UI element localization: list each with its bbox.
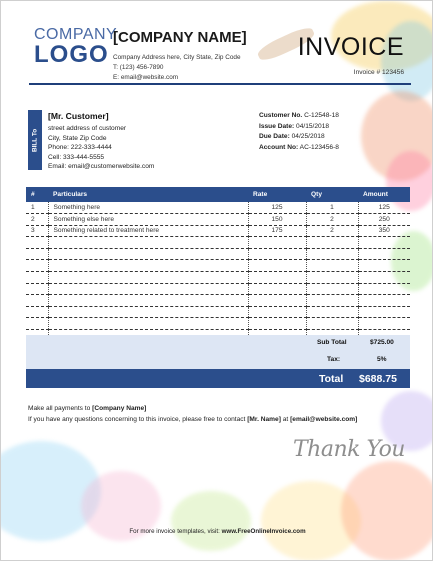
cell-num: 2 — [26, 214, 48, 226]
header-particulars: Particulars — [48, 187, 248, 202]
company-phone: T: (123) 456-7890 — [113, 64, 164, 71]
subtotal-value: $725.00 — [370, 339, 394, 346]
cell-particulars: Something here — [48, 202, 248, 214]
cell-particulars — [48, 318, 248, 330]
cell-amount — [358, 306, 410, 318]
header-rate: Rate — [248, 187, 306, 202]
cell-amount — [358, 237, 410, 249]
total-value: $688.75 — [359, 373, 397, 385]
cell-num — [26, 237, 48, 249]
account-no-label: Account No: — [259, 143, 299, 151]
cell-particulars — [48, 283, 248, 295]
logo-top-text: COMPANY — [34, 26, 118, 43]
total-label: Total — [319, 373, 344, 385]
cell-qty — [306, 318, 358, 330]
cell-qty: 2 — [306, 214, 358, 226]
cell-amount — [358, 248, 410, 260]
cell-rate — [248, 237, 306, 249]
contact-name: [Mr. Name] — [247, 416, 281, 423]
line-items-table — [26, 187, 410, 342]
cell-num — [26, 272, 48, 284]
payment-company: [Company Name] — [92, 405, 147, 412]
payment-notes — [28, 403, 408, 425]
payment-line — [28, 403, 408, 414]
customer-no-value: C-12548-18 — [304, 112, 339, 119]
cell-rate — [248, 295, 306, 307]
issue-date-row — [259, 122, 409, 133]
customer-cell: Cell: 333-444-5555 — [48, 153, 105, 161]
header-divider — [29, 83, 411, 85]
table-row — [26, 237, 410, 249]
footer — [1, 528, 433, 535]
cell-amount: 250 — [358, 214, 410, 226]
cell-amount — [358, 318, 410, 330]
cell-particulars — [48, 272, 248, 284]
table-row — [26, 306, 410, 318]
invoice-number: Invoice # 123456 — [353, 69, 404, 76]
due-date-value: 04/25/2018 — [291, 133, 325, 140]
customer-no-row — [259, 111, 409, 122]
table-row — [26, 272, 410, 284]
summary-block — [26, 335, 410, 369]
cell-qty: 1 — [306, 202, 358, 214]
table-row — [26, 214, 410, 226]
cell-qty — [306, 283, 358, 295]
due-date-label: Due Date: — [259, 133, 290, 140]
account-no-row — [259, 143, 409, 154]
table-body — [26, 202, 410, 341]
thank-you-signature: Thank You — [293, 437, 405, 462]
table-row — [26, 260, 410, 272]
cell-particulars — [48, 248, 248, 260]
contact-line — [28, 414, 408, 425]
customer-phone: Phone: 222-333-4444 — [48, 144, 112, 151]
table-row — [26, 283, 410, 295]
cell-qty — [306, 248, 358, 260]
contact-prefix: If you have any questions concerning to this invoice, please free to contact — [28, 416, 248, 423]
customer-city: City, State Zip Code — [48, 134, 107, 142]
cell-amount — [358, 283, 410, 295]
tax-value: 5% — [377, 356, 387, 363]
cell-rate — [248, 248, 306, 260]
header-qty: Qty — [306, 187, 358, 202]
cell-amount: 125 — [358, 202, 410, 214]
header-num: # — [26, 187, 48, 202]
footer-link[interactable]: www.FreeOnlineInvoice.com — [221, 528, 306, 535]
account-no-value: AC-123456-8 — [299, 143, 339, 151]
cell-particulars — [48, 295, 248, 307]
issue-date-label: Issue Date: — [259, 122, 295, 130]
cell-num — [26, 260, 48, 272]
issue-date-value: 04/15/2018 — [296, 122, 330, 130]
company-email: E: email@website.com — [113, 74, 179, 81]
subtotal-label: Sub Total — [317, 339, 347, 346]
cell-rate: 175 — [248, 225, 306, 237]
cell-rate — [248, 272, 306, 284]
cell-num: 1 — [26, 202, 48, 214]
payment-prefix: Make all payments to — [28, 405, 93, 412]
cell-particulars — [48, 306, 248, 318]
table-row — [26, 295, 410, 307]
table-row — [26, 248, 410, 260]
invoice-title: INVOICE — [297, 33, 404, 61]
cell-rate — [248, 306, 306, 318]
cell-amount — [358, 272, 410, 284]
cell-amount — [358, 295, 410, 307]
cell-num — [26, 283, 48, 295]
cell-rate — [248, 260, 306, 272]
cell-rate — [248, 318, 306, 330]
company-name: [COMPANY NAME] — [113, 29, 247, 46]
cell-particulars: Something related to treatment here — [48, 225, 248, 237]
table-row — [26, 225, 410, 237]
company-info — [113, 29, 293, 83]
table-header-row — [26, 187, 410, 202]
cell-amount: 350 — [358, 225, 410, 237]
cell-qty — [306, 272, 358, 284]
cell-qty — [306, 295, 358, 307]
cell-rate: 150 — [248, 214, 306, 226]
bill-to-label: BILL To — [28, 110, 42, 170]
cell-rate — [248, 283, 306, 295]
logo-bottom-text: LOGO — [34, 41, 109, 68]
company-logo — [34, 26, 118, 68]
cell-num — [26, 248, 48, 260]
customer-no-label: Customer No. — [259, 112, 303, 119]
total-bar — [26, 369, 410, 388]
table-row — [26, 202, 410, 214]
table-row — [26, 318, 410, 330]
cell-particulars — [48, 260, 248, 272]
header-amount: Amount — [358, 187, 410, 202]
company-address: Company Address here, City State, Zip Code — [113, 54, 241, 61]
cell-amount — [358, 260, 410, 272]
cell-num — [26, 318, 48, 330]
cell-num — [26, 295, 48, 307]
footer-prefix: For more invoice templates, visit: — [129, 528, 222, 535]
contact-at: at — [280, 416, 291, 423]
contact-email: [email@website.com] — [290, 416, 358, 423]
cell-particulars: Something else here — [48, 214, 248, 226]
cell-qty — [306, 306, 358, 318]
customer-street: street address of customer — [48, 125, 127, 132]
cell-rate: 125 — [248, 202, 306, 214]
invoice-meta — [259, 111, 409, 153]
cell-qty — [306, 260, 358, 272]
cell-qty — [306, 237, 358, 249]
cell-qty: 2 — [306, 225, 358, 237]
due-date-row — [259, 132, 409, 143]
cell-num — [26, 306, 48, 318]
customer-email: Email: email@customerwebsite.com — [48, 163, 155, 170]
customer-name: [Mr. Customer] — [48, 111, 109, 121]
tax-label: Tax: — [327, 356, 341, 363]
cell-num: 3 — [26, 225, 48, 237]
cell-particulars — [48, 237, 248, 249]
bill-to-block — [48, 111, 228, 172]
